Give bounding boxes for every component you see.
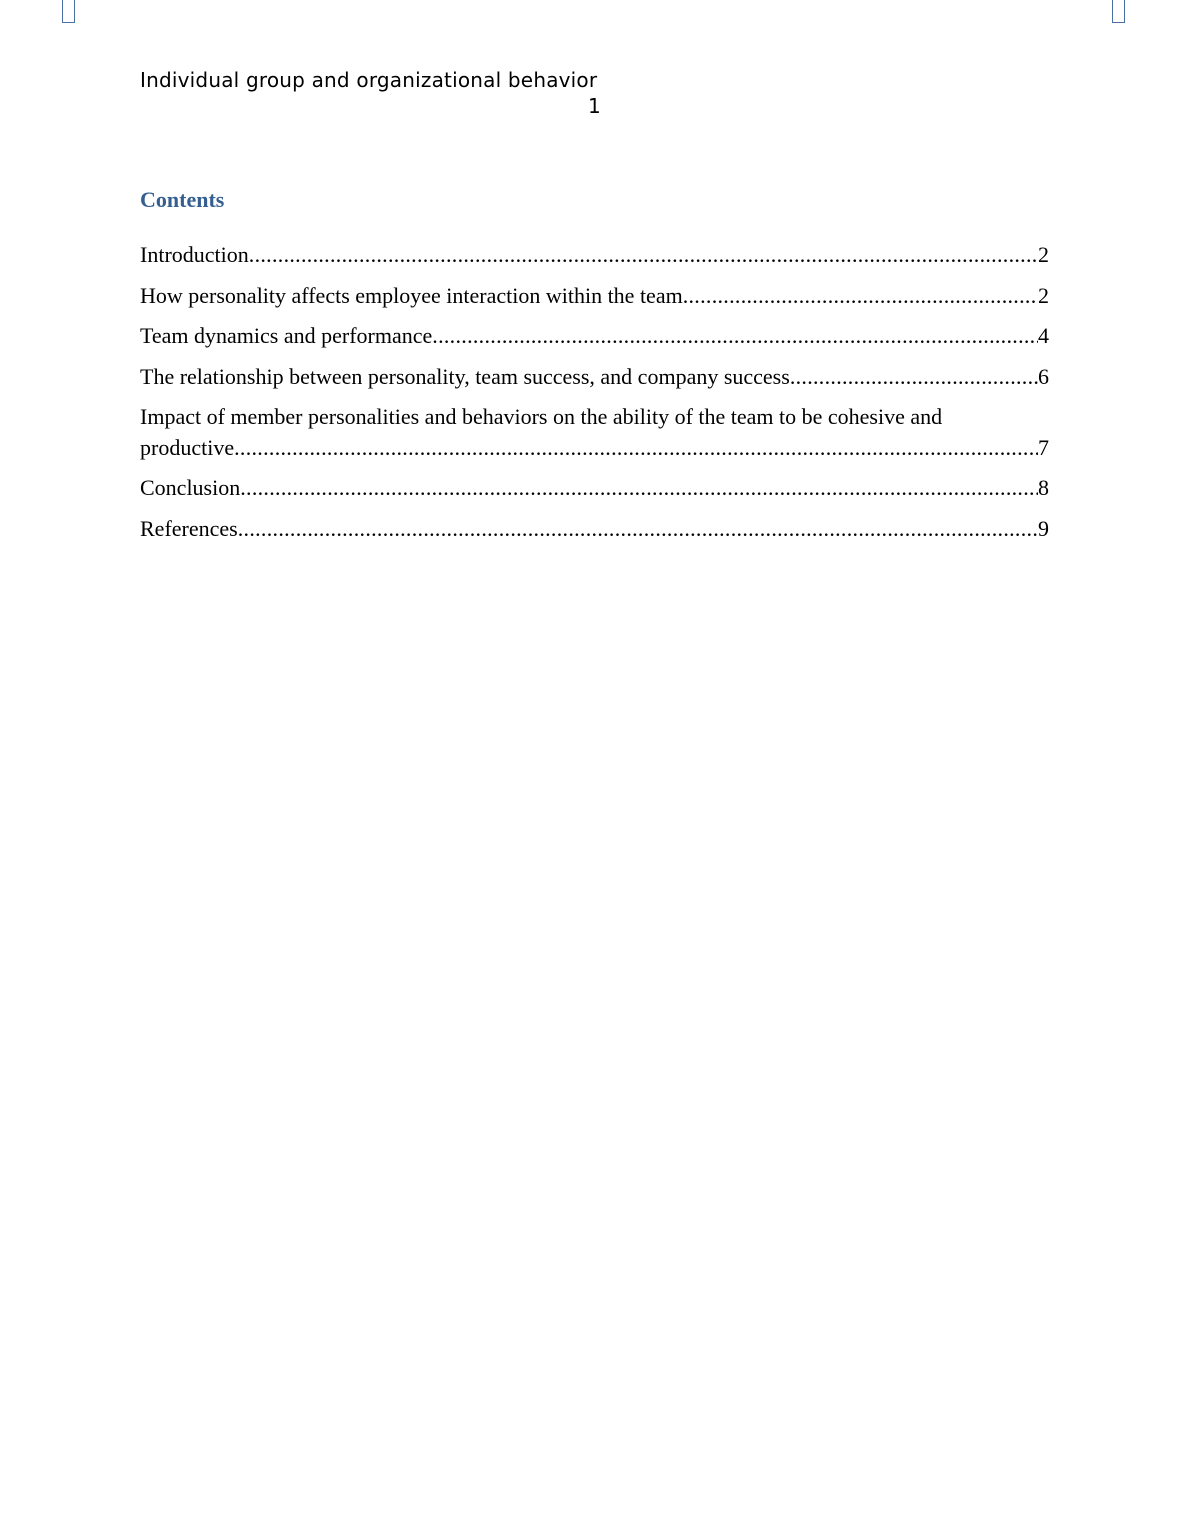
toc-entry-text: The relationship between personality, team success, and company success [140, 363, 790, 389]
toc-entry-references[interactable] [140, 514, 1049, 545]
table-of-contents [140, 240, 1049, 554]
toc-entry-team-dynamics[interactable] [140, 321, 1049, 352]
toc-entry-personality-interaction[interactable] [140, 281, 1049, 312]
toc-entry-text: References [140, 515, 238, 541]
toc-leader-dots [683, 281, 1038, 312]
toc-entry-text-line1: Impact of member personalities and behaviors on the ability of the team to be cohesive and [140, 404, 943, 429]
toc-entry-text-line2: productive [140, 434, 235, 460]
toc-leader-dots [790, 362, 1038, 393]
toc-leader-dots [240, 473, 1038, 504]
toc-entry-relationship[interactable] [140, 362, 1049, 393]
toc-entry-page: 2 [1038, 282, 1049, 308]
toc-entry-conclusion[interactable] [140, 473, 1049, 504]
corner-crop-mark-right [1112, 0, 1125, 23]
toc-heading: Contents [140, 187, 225, 212]
toc-entry-line2-row [140, 433, 1049, 464]
toc-entry-impact[interactable] [140, 402, 1049, 463]
toc-leader-dots [432, 321, 1038, 352]
toc-entry-page: 9 [1038, 515, 1049, 541]
running-header-title: Individual group and organizational behavior [140, 68, 598, 92]
toc-entry-introduction[interactable] [140, 240, 1049, 271]
corner-crop-mark-left [62, 0, 75, 23]
toc-entry-text: Introduction [140, 242, 249, 267]
toc-entry-text: Conclusion [140, 475, 241, 500]
toc-entry-page: 4 [1038, 323, 1049, 348]
toc-leader-dots [249, 240, 1038, 271]
toc-entry-page: 6 [1038, 363, 1049, 389]
toc-entry-page: 2 [1038, 242, 1049, 267]
toc-leader-dots [234, 433, 1038, 464]
toc-entry-page: 7 [1038, 434, 1049, 460]
toc-entry-text: How personality affects employee interaction within the team [140, 282, 683, 308]
page-number: 1 [588, 94, 601, 118]
toc-entry-text: Team dynamics and performance [140, 323, 433, 348]
toc-leader-dots [238, 514, 1038, 545]
toc-entry-page: 8 [1038, 475, 1049, 500]
